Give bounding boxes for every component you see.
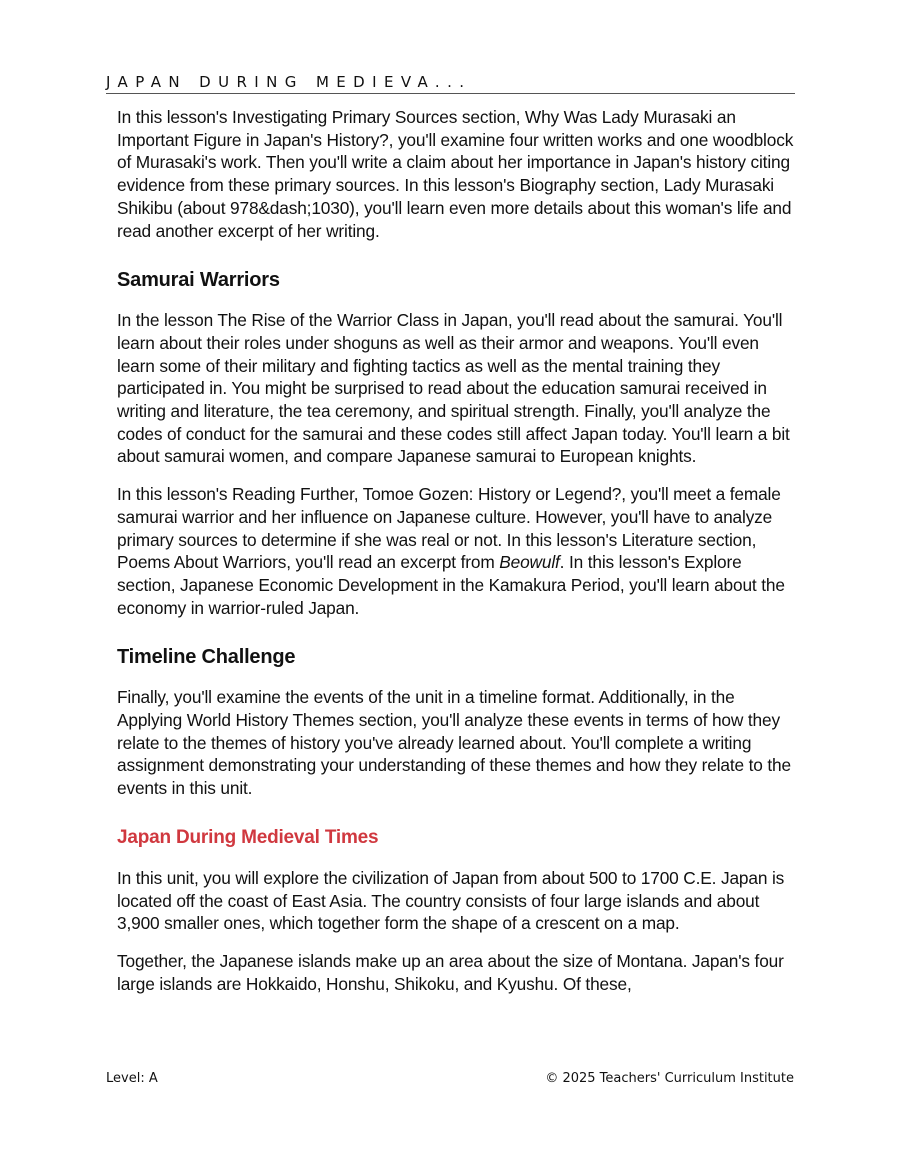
unit-paragraph-1: In this unit, you will explore the civilization of Japan from about 500 to 1700 C.E. Japan is located off the coast of East Asia. The country consists of four large islands and about 3,900 smaller ones, which together form the shape of a crescent on a map. <box>117 867 785 934</box>
beowulf-title: Beowulf <box>499 552 560 573</box>
page-content <box>117 106 797 995</box>
footer-level: Level: A <box>106 1071 158 1086</box>
samurai-paragraph-2 <box>117 483 797 619</box>
intro-paragraph: In this lesson's Investigating Primary Sources section, Why Was Lady Murasaki an Important Figure in Japan's History?, you'll examine four written works and one woodblock of Murasaki's work. Then you'll write a claim about her importance in Japan's history citing evidence from these primary sources. In this lesson's Biography section, Lady Murasaki Shikibu (about 978&dash;1030), you'll learn even more details about this woman's life and read another excerpt of her writing. <box>117 107 794 241</box>
samurai-paragraph-2-text-b: . In this lesson's Explore section, Japanese Economic Development in the Kamakura Period, you'll learn about the economy in warrior-ruled Japan. <box>117 552 785 618</box>
timeline-challenge-heading: Timeline Challenge <box>117 646 296 669</box>
unit-title-heading: Japan During Medieval Times <box>117 826 379 848</box>
samurai-warriors-heading: Samurai Warriors <box>117 269 280 292</box>
running-header-title: JAPAN DURING MEDIEVA... <box>106 73 472 91</box>
samurai-paragraph-2-text-a: In this lesson's Reading Further, Tomoe Gozen: History or Legend?, you'll meet a female samurai warrior and her influence on Japanese culture. However, you'll have to analyze primary sources to determine if she was real or not. In this lesson's Literature section, Poems About Warriors, you'll read an excerpt from <box>117 484 781 573</box>
timeline-paragraph: Finally, you'll examine the events of the unit in a timeline format. Additionally, in the Applying World History Themes section, you'll analyze these events in terms of how they relate to the themes of history you've already learned about. You'll complete a writing assignment demonstrating your understanding of these themes and how they relate to the events in this unit. <box>117 687 791 799</box>
footer-copyright: © 2025 Teachers' Curriculum Institute <box>545 1071 794 1086</box>
samurai-paragraph-1: In the lesson The Rise of the Warrior Class in Japan, you'll read about the samurai. You'll learn about their roles under shoguns as well as their armor and weapons. You'll even learn some of their military and fighting tactics as well as the mental training they participated in. You might be surprised to read about the education samurai received in writing and literature, the tea ceremony, and spiritual strength. Finally, you'll analyze the codes of conduct for the samurai and these codes still affect Japan today. You'll learn a bit about samurai women, and compare Japanese samurai to European knights. <box>117 310 790 467</box>
unit-paragraph-2: Together, the Japanese islands make up an area about the size of Montana. Japan's four large islands are Hokkaido, Honshu, Shikoku, and Kyushu. Of these, <box>117 950 784 994</box>
header-divider <box>106 93 795 94</box>
